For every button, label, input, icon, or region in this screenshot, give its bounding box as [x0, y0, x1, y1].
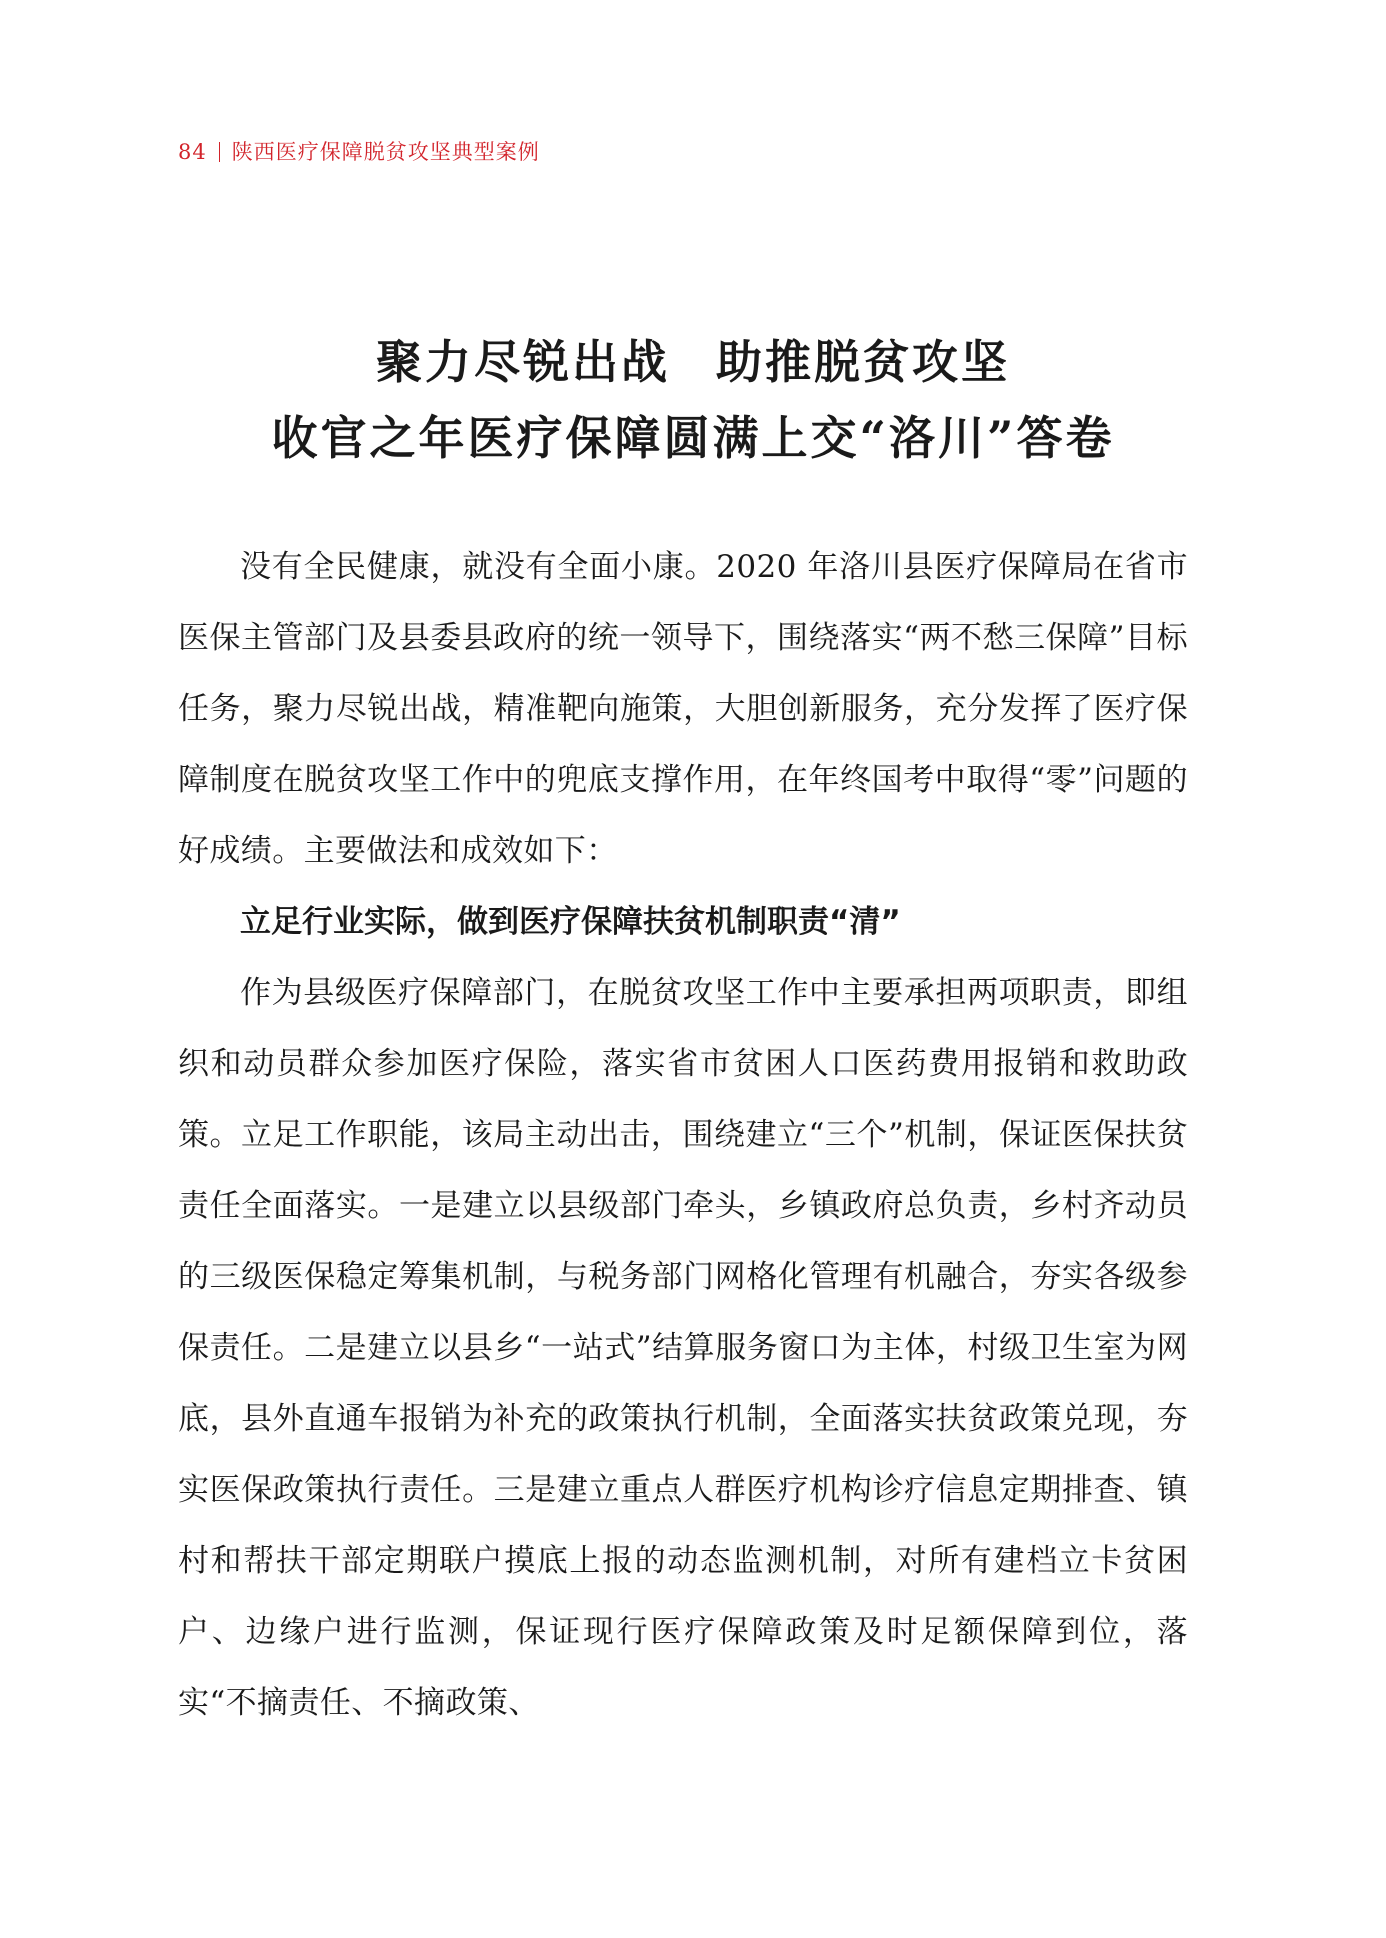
title-line-2: 收官之年医疗保障圆满上交“洛川”答卷 — [271, 411, 1115, 465]
title-line-1 — [0, 324, 1386, 400]
paragraph-duties: 作为县级医疗保障部门，在脱贫攻坚工作中主要承担两项职责，即组织和动员群众参加医疗保险，落实省市贫困人口医药费用报销和救助政策。立足工作职能，该局主动出击，围绕建立“三个”机制，保证医保扶贫责任全面落实。一是建立以县级部门牵头，乡镇政府总负责，乡村齐动员的三级医保稳定筹集机制，与税务部门网格化管理有机融合，夯实各级参保责任。二是建立以县乡“一站式”结算服务窗口为主体，村级卫生室为网底，县外直通车报销为补充的政策执行机制，全面落实扶贫政策兑现，夯实医保政策执行责任。三是建立重点人群医疗机构诊疗信息定期排查、镇村和帮扶干部定期联户摸底上报的动态监测机制，对所有建档立卡贫困户、边缘户进行监测，保证现行医疗保障政策及时足额保障到位，落实“不摘责任、不摘政策、 — [178, 975, 1188, 1721]
article-title — [0, 324, 1386, 476]
title-line-1-part-1: 聚力尽锐出战 — [376, 335, 670, 389]
running-header — [178, 136, 540, 166]
book-title: 陕西医疗保障脱贫攻坚典型案例 — [231, 140, 540, 164]
paragraph-intro: 没有全民健康，就没有全面小康。2020 年洛川县医疗保障局在省市医保主管部门及县委县政府的统一领导下，围绕落实“两不愁三保障”目标任务，聚力尽锐出战，精准靶向施策，大胆创新服务，充分发挥了医疗保障制度在脱贫攻坚工作中的兜底支撑作用，在年终国考中取得“零”问题的好成绩。主要做法和成效如下： — [178, 549, 1188, 869]
section-heading: 立足行业实际，做到医疗保障扶贫机制职责“清” — [240, 904, 901, 940]
page-number: 84 — [178, 140, 207, 164]
header-divider — [219, 142, 220, 162]
article-body — [178, 532, 1188, 1739]
title-line-1-part-2: 助推脱贫攻坚 — [716, 335, 1010, 389]
